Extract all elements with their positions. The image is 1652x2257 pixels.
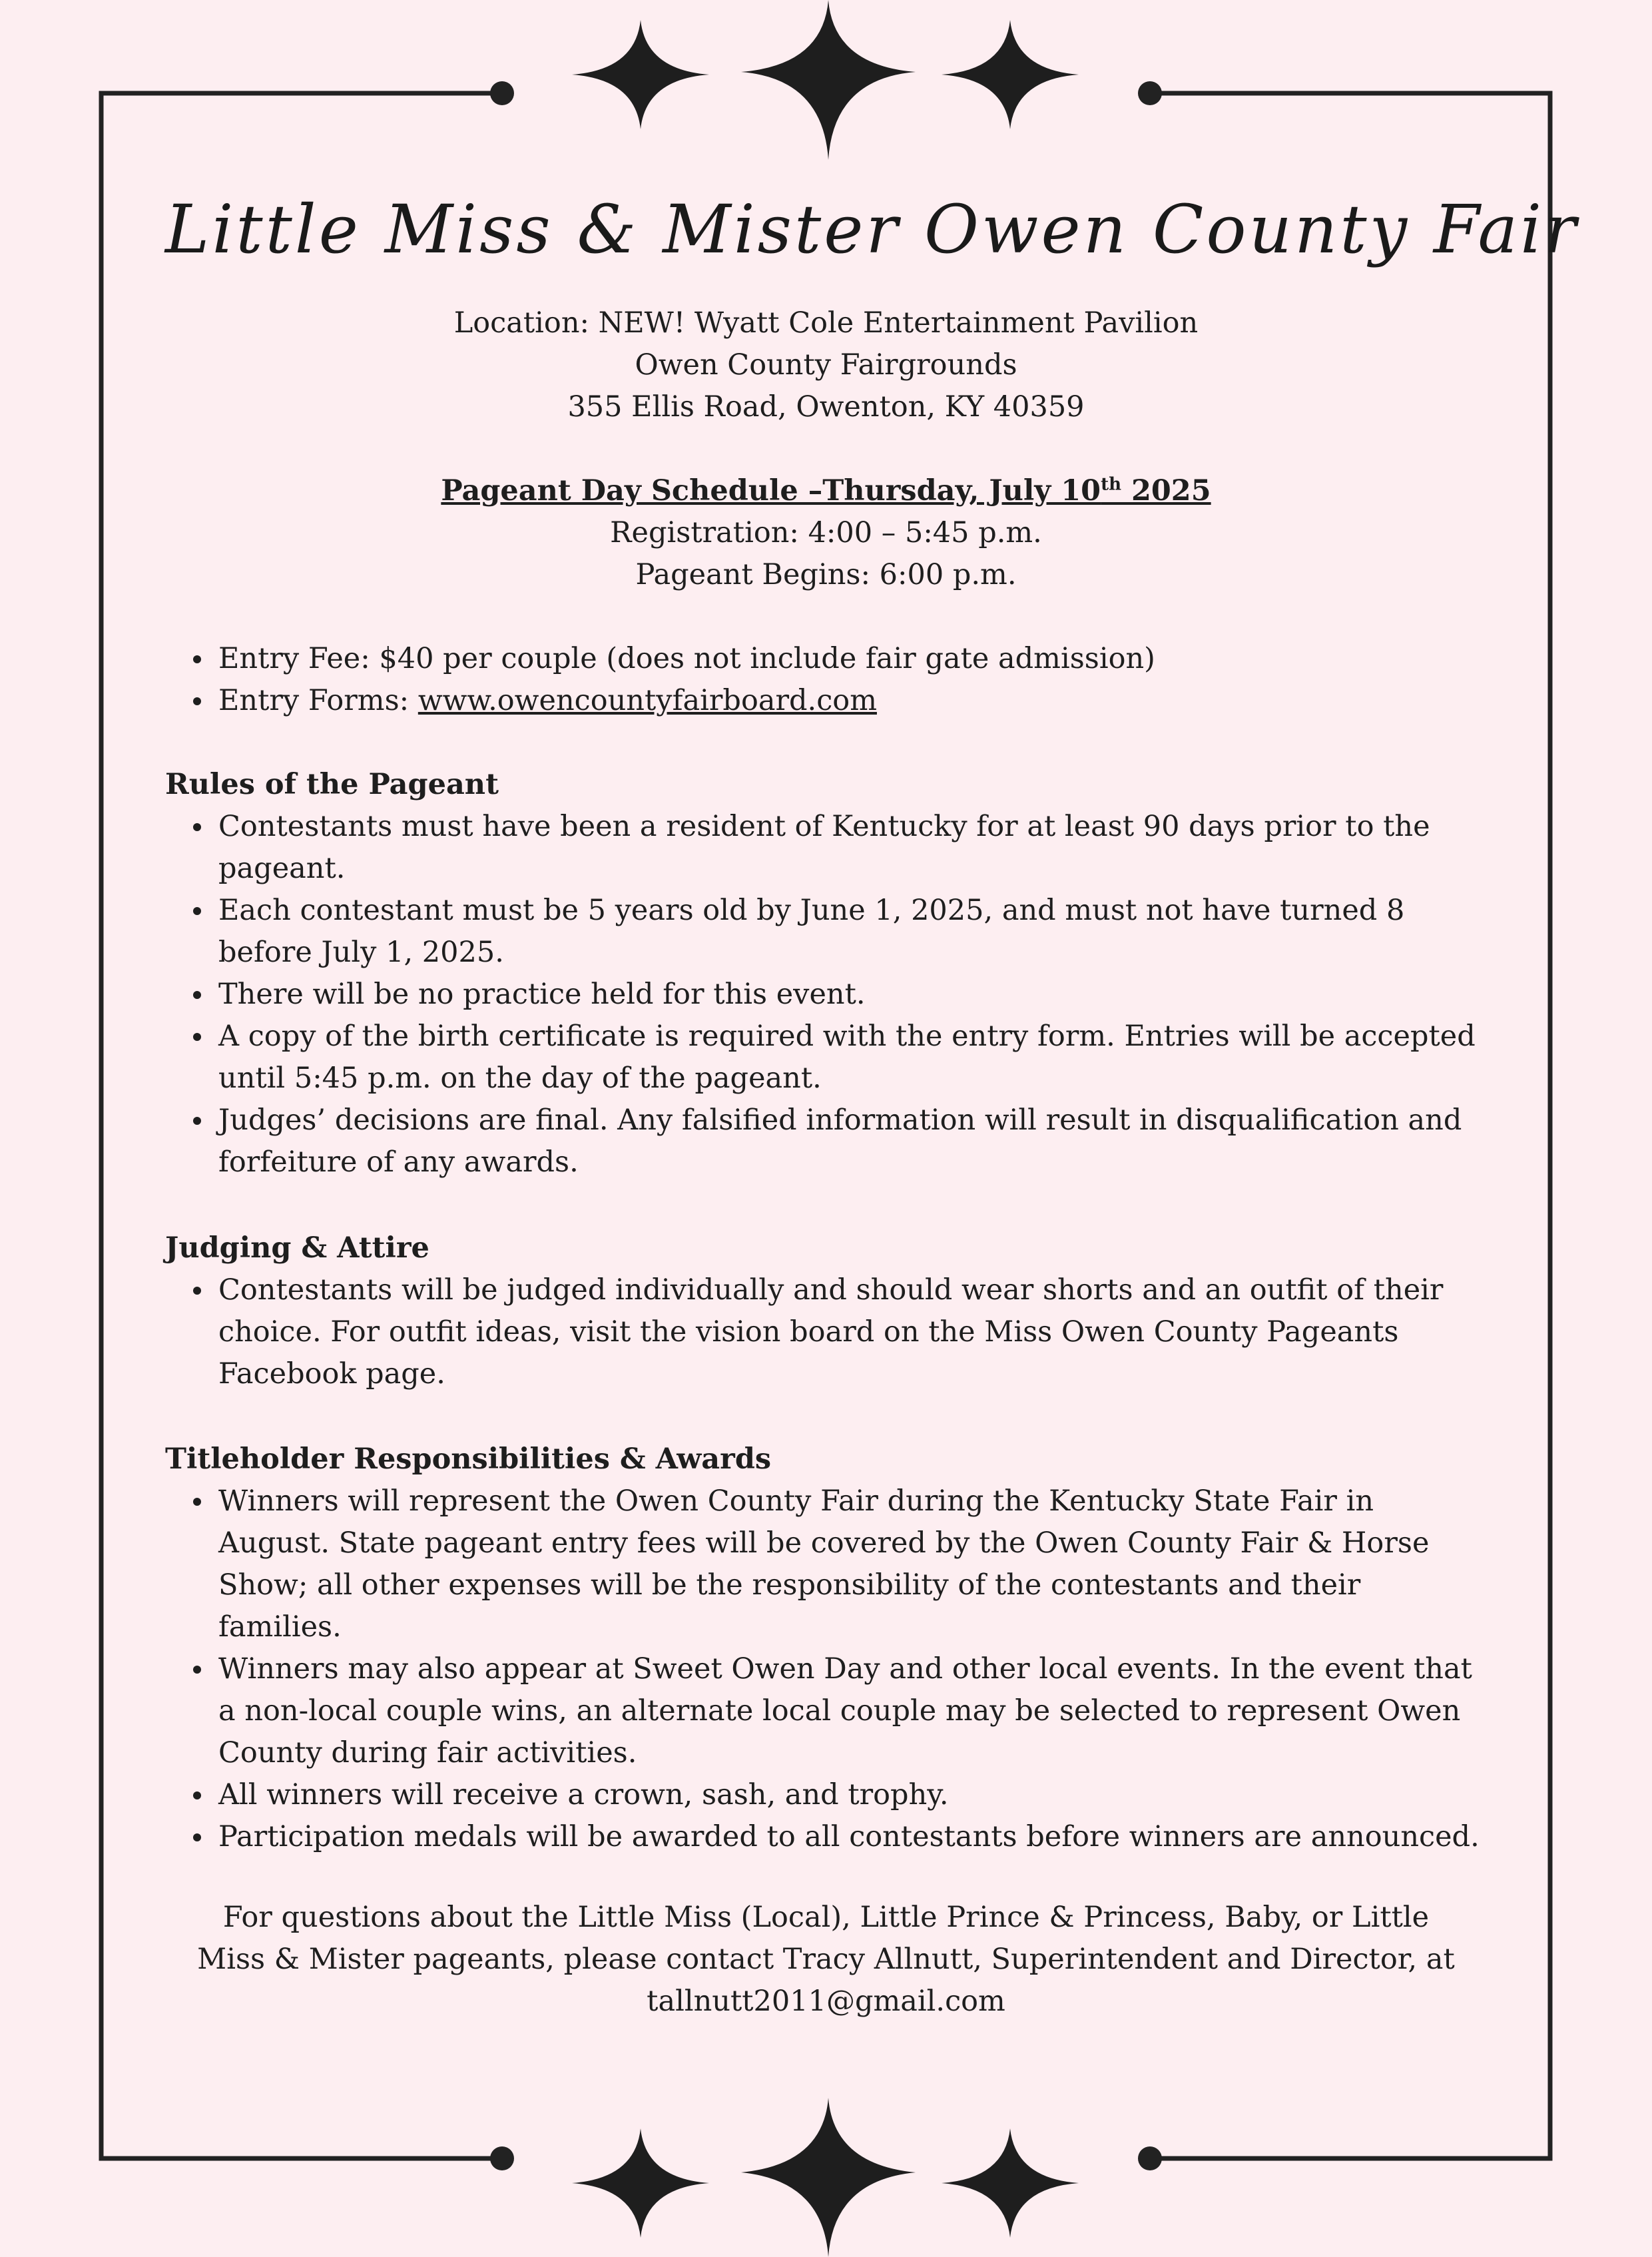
list-item: Winners will represent the Owen County Fair during the Kentucky State Fair in August. State pageant entry fees will be covered by the Owen County Fair & Horse Show; all other expenses will be the responsibility of the contestants and their families. <box>218 1480 1487 1648</box>
location-block <box>165 302 1487 428</box>
page-title: Little Miss & Mister Owen County Fair <box>165 190 1579 268</box>
location-line-3: 355 Ellis Road, Owenton, KY 40359 <box>567 390 1085 424</box>
titleholder-heading: Titleholder Responsibilities & Awards <box>165 1443 772 1476</box>
star-icon-bottom-center <box>741 2098 916 2257</box>
fees-section <box>165 638 1487 722</box>
list-item: There will be no practice held for this event. <box>218 974 1487 1016</box>
list-item: Contestants must have been a resident of Kentucky for at least 90 days prior to the pageant. <box>218 806 1487 890</box>
entry-forms-label: Entry Forms: <box>218 684 418 717</box>
frame-dot-top-right <box>1138 81 1162 105</box>
frame-dot-bottom-left <box>490 2146 514 2170</box>
titleholder-section <box>165 1439 1487 1858</box>
fees-list <box>165 638 1487 722</box>
list-item: A copy of the birth certificate is required with the entry form. Entries will be accepted until 5:45 p.m. on the day of the pageant. <box>218 1016 1487 1100</box>
star-icon-bottom-right <box>942 2128 1079 2238</box>
list-item: Each contestant must be 5 years old by June 1, 2025, and must not have turned 8 before July 1, 2025. <box>218 890 1487 974</box>
star-icon-top-center <box>741 0 916 160</box>
list-item: Judges’ decisions are final. Any falsified information will result in disqualification and forfeiture of any awards. <box>218 1100 1487 1183</box>
schedule-heading-main: Pageant Day Schedule –Thursday, July 10 <box>441 474 1101 507</box>
contact-footer: For questions about the Little Miss (Local), Little Prince & Princess, Baby, or Little Miss & Mister pageants, please contact Tracy Allnutt, Superintendent and Director, at tallnutt2011@gmail.com <box>197 1901 1455 2018</box>
schedule-heading-ordinal: th <box>1101 474 1121 495</box>
list-item: All winners will receive a crown, sash, and trophy. <box>218 1774 1487 1816</box>
titleholder-list <box>165 1480 1487 1858</box>
location-line-2: Owen County Fairgrounds <box>635 348 1017 382</box>
location-line-1: Location: NEW! Wyatt Cole Entertainment Pavilion <box>453 306 1199 340</box>
list-item: Contestants will be judged individually and should wear shorts and an outfit of their choice. For outfit ideas, visit the vision board on the Miss Owen County Pageants Facebook page. <box>218 1269 1487 1395</box>
frame-dot-bottom-right <box>1138 2146 1162 2170</box>
star-icon-top-left <box>572 20 709 129</box>
schedule-registration: Registration: 4:00 – 5:45 p.m. <box>610 516 1042 549</box>
schedule-block <box>165 470 1487 596</box>
schedule-heading <box>165 470 1487 512</box>
schedule-heading-year: 2025 <box>1121 474 1211 507</box>
judging-list <box>165 1269 1487 1395</box>
entry-forms-link[interactable]: www.owencountyfairboard.com <box>417 684 877 717</box>
schedule-begins: Pageant Begins: 6:00 p.m. <box>635 558 1017 591</box>
rules-list <box>165 806 1487 1183</box>
star-icon-bottom-left <box>572 2128 709 2238</box>
rules-heading: Rules of the Pageant <box>165 768 499 801</box>
star-icon-top-right <box>942 20 1079 129</box>
frame-dot-top-left <box>490 81 514 105</box>
judging-heading: Judging & Attire <box>165 1231 429 1265</box>
entry-forms-item <box>218 680 1487 722</box>
list-item: Winners may also appear at Sweet Owen Day and other local events. In the event that a non-local couple wins, an alternate local couple may be selected to represent Owen County during fair activities. <box>218 1648 1487 1774</box>
entry-fee-item: Entry Fee: $40 per couple (does not include fair gate admission) <box>218 638 1487 680</box>
rules-section <box>165 764 1487 1183</box>
judging-section <box>165 1227 1487 1395</box>
list-item: Participation medals will be awarded to all contestants before winners are announced. <box>218 1816 1487 1858</box>
